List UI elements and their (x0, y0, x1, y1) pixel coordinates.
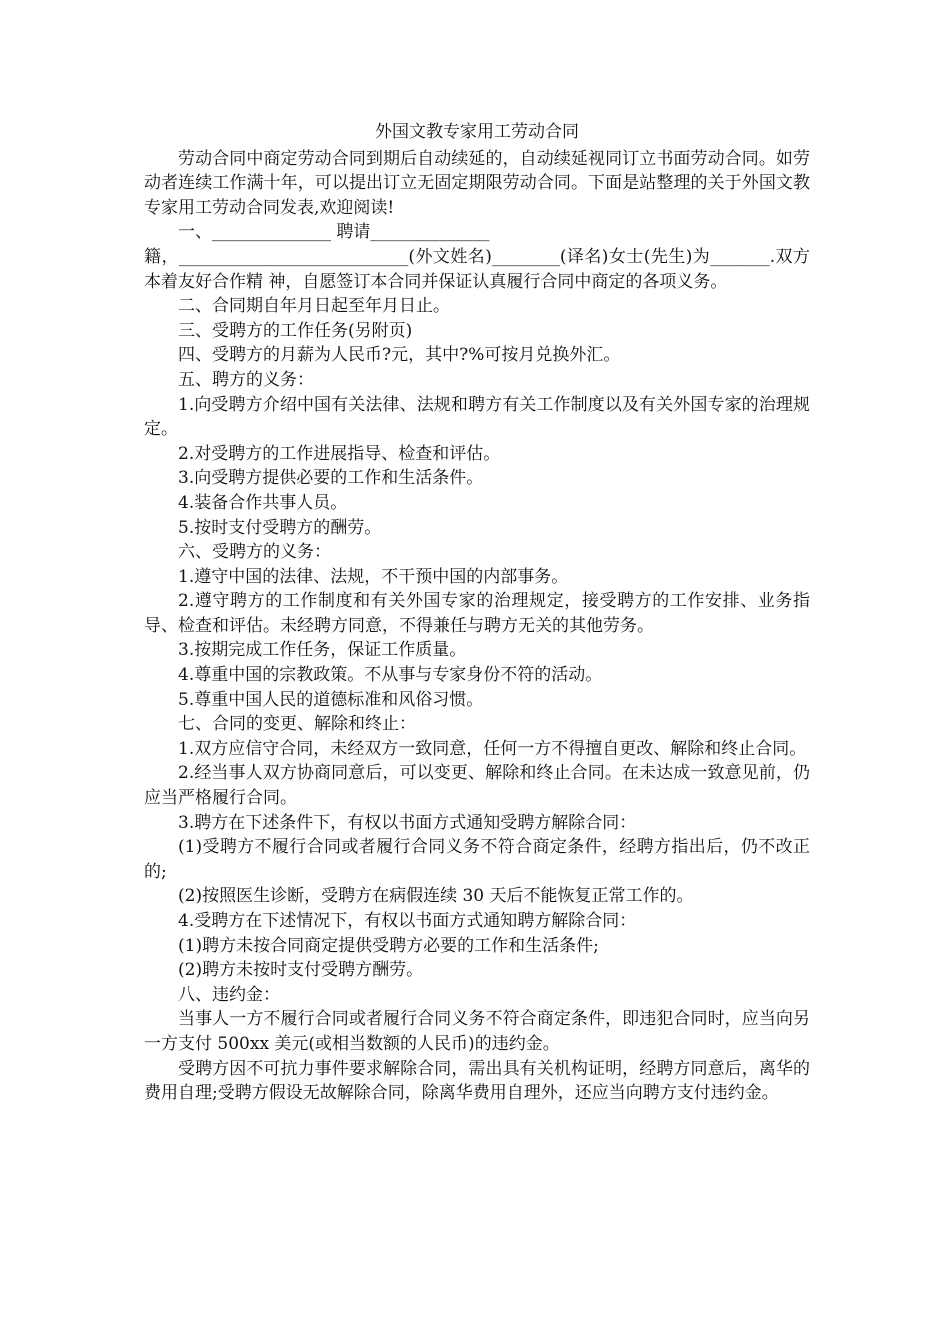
paragraph-item: 1.向受聘方介绍中国有关法律、法规和聘方有关工作制度以及有关外国专家的治理规定。 (144, 394, 810, 440)
paragraph-item: (2)按照医生诊断，受聘方在病假连续 30 天后不能恢复正常工作的。 (178, 886, 694, 907)
paragraph-item: 3.聘方在下述条件下，有权以书面方式通知受聘方解除合同： (178, 812, 637, 833)
paragraph-item: (2)聘方未按时支付受聘方酬劳。 (178, 960, 424, 981)
paragraph-clause-5: 五、聘方的义务： (178, 369, 314, 390)
paragraph-item: (1)聘方未按合同商定提供受聘方必要的工作和生活条件; (178, 935, 599, 956)
paragraph-clause-1-cont: 籍，___________________________(外文姓名)________(译名)女士(先生)为_______.双方本着友好合作精 神，自愿签订本合同并保证认真履行合同中商定的各项义务。 (144, 246, 810, 292)
paragraph-item: 受聘方因不可抗力事件要求解除合同，需出具有关机构证明，经聘方同意后，离华的费用自理;受聘方假设无故解除合同，除离华费用自理外，还应当向聘方支付违约金。 (144, 1058, 810, 1104)
paragraph-item: 2.经当事人双方协商同意后，可以变更、解除和终止合同。在未达成一致意见前，仍应当严格履行合同。 (144, 763, 810, 809)
paragraph-clause-3: 三、受聘方的工作任务(另附页) (178, 320, 413, 341)
document-body (144, 120, 810, 1106)
paragraph-item: 3.按期完成工作任务，保证工作质量。 (178, 640, 467, 661)
paragraph-item: 2.对受聘方的工作进展指导、检查和评估。 (178, 443, 501, 464)
paragraph-item: (1)受聘方不履行合同或者履行合同义务不符合商定条件，经聘方指出后，仍不改正的; (144, 837, 810, 882)
paragraph-item: 4.受聘方在下述情况下，有权以书面方式通知聘方解除合同： (178, 911, 637, 931)
paragraph-item: 5.按时支付受聘方的酬劳。 (178, 517, 382, 538)
paragraph-clause-7: 七、合同的变更、解除和终止： (178, 714, 416, 735)
paragraph-clause-6: 六、受聘方的义务： (178, 542, 331, 563)
paragraph-item: 当事人一方不履行合同或者履行合同义务不符合商定条件，即违犯合同时，应当向另一方支付 500xx 美元(或相当数额的人民币)的违约金。 (144, 1009, 810, 1054)
paragraph-item: 5.尊重中国人民的道德标准和风俗习惯。 (178, 689, 484, 710)
paragraph-clause-1: 一、______________ 聘请______________ (178, 222, 490, 243)
paragraph-intro: 劳动合同中商定劳动合同到期后自动续延的，自动续延视同订立书面劳动合同。如劳动者连续工作满十年，可以提出订立无固定期限劳动合同。下面是站整理的关于外国文教专家用工劳动合同发表,欢迎阅读! (144, 148, 810, 218)
paragraph-clause-8: 八、违约金： (178, 984, 280, 1005)
paragraph-item: 4.装备合作共事人员。 (178, 492, 348, 513)
paragraph-clause-4: 四、受聘方的月薪为人民币?元，其中?%可按月兑换外汇。 (178, 345, 621, 366)
paragraph-clause-2: 二、合同期自年月日起至年月日止。 (178, 296, 450, 317)
paragraph-item: 3.向受聘方提供必要的工作和生活条件。 (178, 468, 484, 489)
document-title: 外国文教专家用工劳动合同 (375, 122, 579, 142)
paragraph-item: 1.遵守中国的法律、法规，不干预中国的内部事务。 (178, 566, 569, 587)
paragraph-item: 1.双方应信守合同，未经双方一致同意，任何一方不得擅自更改、解除和终止合同。 (178, 738, 807, 759)
paragraph-item: 4.尊重中国的宗教政策。不从事与专家身份不符的活动。 (178, 665, 603, 686)
paragraph-item: 2.遵守聘方的工作制度和有关外国专家的治理规定，接受聘方的工作安排、业务指导、检查和评估。未经聘方同意，不得兼任与聘方无关的其他劳务。 (144, 591, 810, 636)
